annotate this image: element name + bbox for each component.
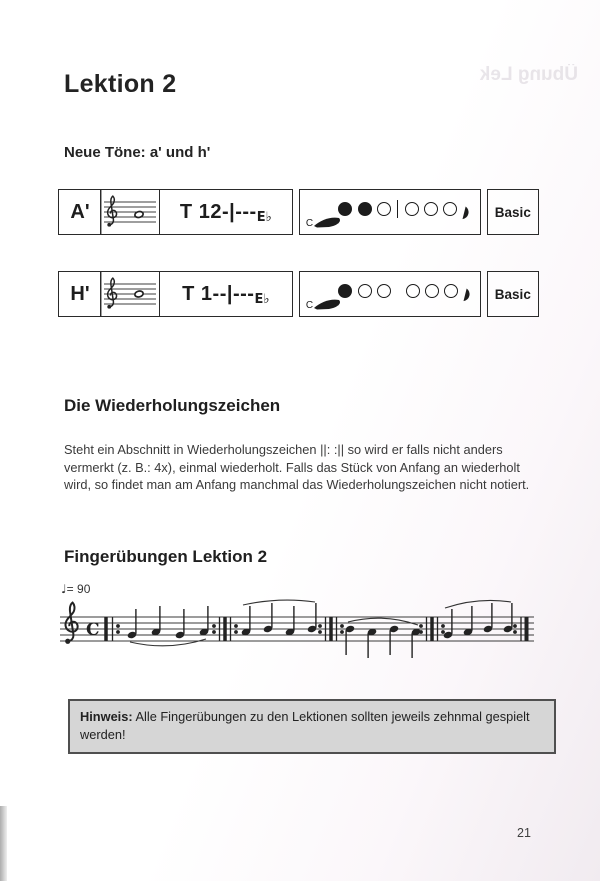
- hole-row: [336, 281, 473, 301]
- staff-notation-icon: [102, 273, 158, 315]
- mouthpiece-label: C: [305, 300, 314, 311]
- hole-open: [377, 284, 391, 298]
- hole-open: [424, 202, 438, 216]
- repeat-signs-paragraph: Steht ein Abschnitt in Wiederholungszeichen ||: :|| so wird er falls nicht anders vermerkt (z. B.: 4x), einmal wiederholt. Falls das Stück von Anfang an wiederholt wird, so findet man am Anfang manchmal das Wiederholungszeichen nicht notiert.: [64, 442, 530, 492]
- tempo-marking: [61, 582, 90, 596]
- valve-fingering-text: [159, 271, 293, 317]
- hole-open: [405, 202, 419, 216]
- half-hole-key: [461, 287, 474, 304]
- music-staff-notation: [56, 595, 538, 669]
- hand-divider: [397, 200, 398, 218]
- finger-exercises-heading: Fingerübungen Lektion 2: [64, 547, 268, 566]
- valve-fingering-text: [159, 189, 293, 235]
- hint-label: Hinweis:: [80, 709, 133, 724]
- hole-closed: [358, 202, 372, 216]
- tempo-value: = 90: [66, 582, 91, 596]
- tone-row-a: [58, 189, 539, 235]
- staff-notation-icon: [102, 191, 158, 233]
- hint-box: [68, 699, 556, 754]
- fingering-main: T 1--|---: [182, 282, 255, 305]
- exercise-staff: [56, 595, 538, 674]
- hole-open: [444, 284, 458, 298]
- tone-row-h: [58, 271, 539, 317]
- quarter-note-icon: ♩: [61, 582, 67, 596]
- fingering-diagram: [299, 189, 481, 235]
- hole-open: [425, 284, 439, 298]
- note-staff: [100, 271, 160, 317]
- level-badge: Basic: [487, 271, 539, 317]
- mouthpiece-label: C: [305, 218, 314, 229]
- hint-text: Alle Fingerübungen zu den Lektionen sollten jeweils zehnmal gespielt werden!: [80, 709, 530, 742]
- hole-open: [377, 202, 391, 216]
- page-number: 21: [517, 826, 531, 840]
- hole-row: [336, 199, 472, 219]
- note-staff: [100, 189, 160, 235]
- bleedthrough-text: Übung Lek: [479, 64, 578, 85]
- section-new-tones-heading: Neue Töne: a' und h': [64, 144, 211, 161]
- svg-text:C: C: [86, 620, 100, 640]
- repeat-signs-heading: Die Wiederholungszeichen: [64, 396, 281, 415]
- note-name-label: H': [58, 271, 102, 317]
- fingering-main: T 12-|---: [179, 200, 257, 223]
- level-badge: Basic: [487, 189, 539, 235]
- hole-closed: [338, 202, 352, 216]
- fingering-diagram: [299, 271, 481, 317]
- scan-edge-shadow: [0, 806, 7, 881]
- hole-closed: [338, 284, 352, 298]
- page-title: Lektion 2: [64, 70, 177, 98]
- fingering-sub: E♭: [254, 291, 270, 307]
- half-hole-key: [460, 205, 473, 222]
- hole-open: [406, 284, 420, 298]
- fingering-sub: E♭: [256, 209, 272, 225]
- note-name-label: A': [58, 189, 102, 235]
- hole-open: [358, 284, 372, 298]
- hole-open: [443, 202, 457, 216]
